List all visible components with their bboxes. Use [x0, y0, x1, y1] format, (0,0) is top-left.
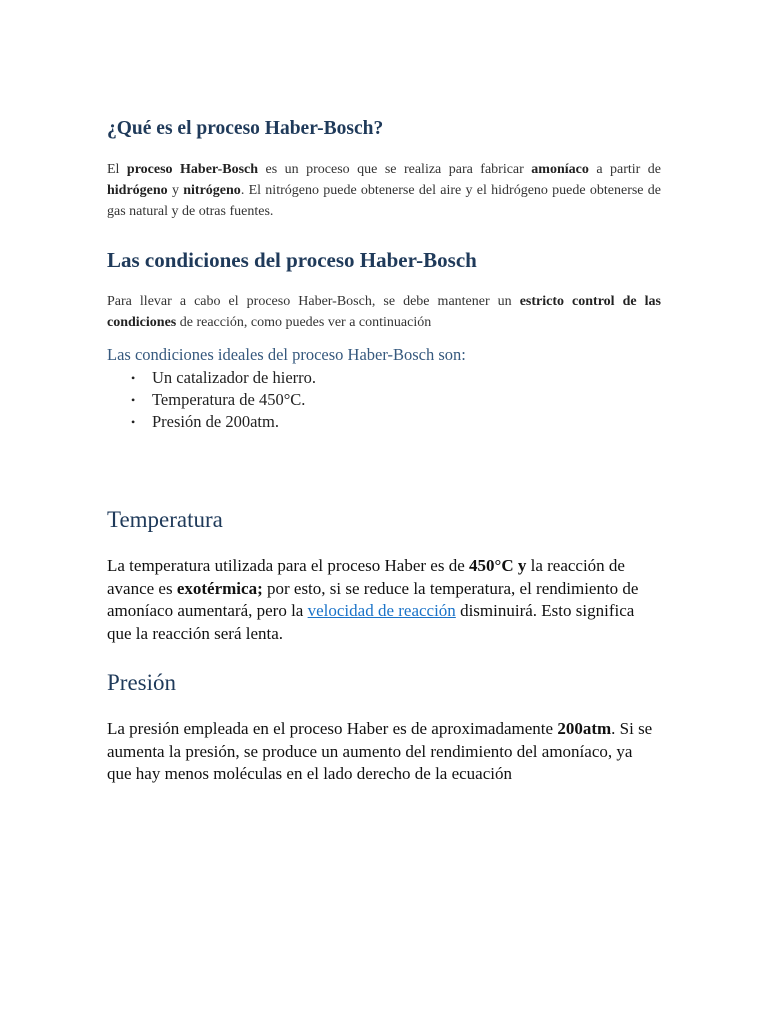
temperature-paragraph	[107, 555, 661, 645]
conditions-lead: Las condiciones ideales del proceso Haber-Bosch son:	[107, 345, 466, 364]
list-item: • Temperatura de 450°C.	[152, 389, 706, 411]
text-run: y	[167, 183, 184, 198]
text-run: a partir de	[588, 162, 662, 177]
text-run: la reacción de avance es	[107, 556, 625, 598]
text-run: Para llevar a cabo el proceso Haber-Bosch, se debe mantener un	[107, 294, 520, 309]
reaction-speed-link[interactable]: velocidad de reacción	[307, 601, 456, 620]
section-heading-condiciones: Las condiciones del proceso Haber-Bosch	[107, 248, 477, 272]
text-run: de reacción, como puedes ver a continuación	[176, 315, 432, 330]
text-run: disminuirá. Esto significa que la reacción será lenta.	[107, 601, 635, 643]
bold-run: estricto control de las condiciones	[107, 294, 661, 330]
intro-paragraph	[107, 159, 661, 222]
pressure-paragraph	[107, 718, 661, 786]
text-run: La temperatura utilizada para el proceso Haber es de	[107, 556, 470, 575]
bold-run: 200atm	[557, 719, 612, 738]
list-item: • Un catalizador de hierro.	[152, 367, 706, 389]
text-run: La presión empleada en el proceso Haber es de aproximadamente	[107, 719, 558, 738]
text-run: por esto, si se reduce la temperatura, el rendimiento de amoníaco aumentará, pero la	[107, 578, 639, 620]
section-heading-temperatura: Temperatura	[107, 507, 223, 532]
bold-run: exotérmica;	[176, 578, 263, 598]
section-heading-que-es: ¿Qué es el proceso Haber-Bosch?	[107, 118, 384, 139]
text-run: . Si se aumenta la presión, se produce un aumento del rendimiento del amoníaco, ya que hay menos moléculas en el lado derecho de la ecuación	[107, 719, 653, 783]
bold-run: hidrógeno	[107, 183, 168, 198]
conditions-list	[107, 367, 706, 433]
bold-run: proceso Haber-Bosch	[126, 162, 259, 177]
list-item: • Presión de 200atm.	[152, 411, 706, 433]
section-heading-presion: Presión	[107, 670, 176, 695]
text-run: es un proceso que se realiza para fabricar	[258, 162, 532, 177]
bold-run: nitrógeno	[183, 183, 241, 198]
text-run: El	[107, 162, 127, 177]
text-run: . El nitrógeno puede obtenerse del aire y el hidrógeno puede obtenerse de gas natural y de otras fuentes.	[107, 183, 662, 219]
conditions-paragraph	[107, 291, 661, 333]
bold-run: amoníaco	[531, 162, 589, 177]
bold-run: 450°C y	[469, 556, 527, 575]
